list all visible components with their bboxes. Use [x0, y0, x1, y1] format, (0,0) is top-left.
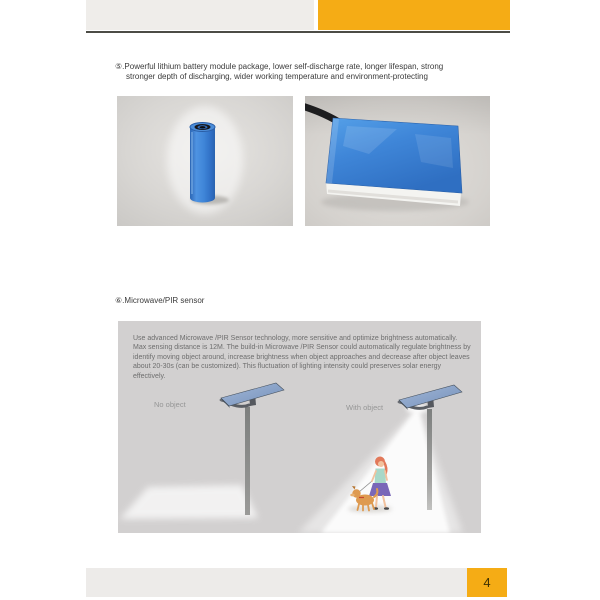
header-accent-band: [318, 0, 510, 30]
page-number-badge: [467, 568, 507, 597]
section-battery-heading-line1: ⑤.Powerful lithium battery module package, lower self-discharge rate, longer lifespan, strong: [115, 62, 444, 71]
section-battery-heading-line2: stronger depth of discharging, wider working temperature and environment-protecting: [126, 72, 428, 81]
sensor-description-box: [118, 321, 481, 533]
section-battery-marker: ⑤.: [115, 62, 125, 71]
scene-label-with-object: With object: [346, 403, 384, 412]
section-sensor-marker: ⑥.: [115, 296, 125, 305]
street-lamp-no-object: [120, 383, 284, 519]
sensor-description-text: Use advanced Microwave /PIR Sensor technology, more sensitive and optimize brightness automatically. Max sensing distance is 12M. The build-in Microwave /PIR Sensor could automatically regulate brightness by identify moving object around, increase brightness when object approaches and decrease after object leaves about 20-30s (can be customized). This fluctuation of lighting intensity could preserves solar energy effectively.: [133, 335, 471, 380]
header-gray-band: [86, 0, 314, 30]
scene-label-no-object: No object: [154, 400, 186, 409]
header-divider: [86, 31, 510, 33]
section-battery-heading: [115, 62, 443, 82]
battery-pack-photo: [305, 96, 490, 226]
battery-cell-illustration: [117, 96, 293, 226]
section-sensor-heading: [115, 296, 204, 306]
battery-cell-photo: [117, 96, 293, 226]
page-number: 4: [483, 575, 491, 590]
battery-pack-illustration: [305, 96, 490, 226]
footer-band: [86, 568, 467, 597]
section-sensor-title: Microwave/PIR sensor: [124, 296, 205, 305]
